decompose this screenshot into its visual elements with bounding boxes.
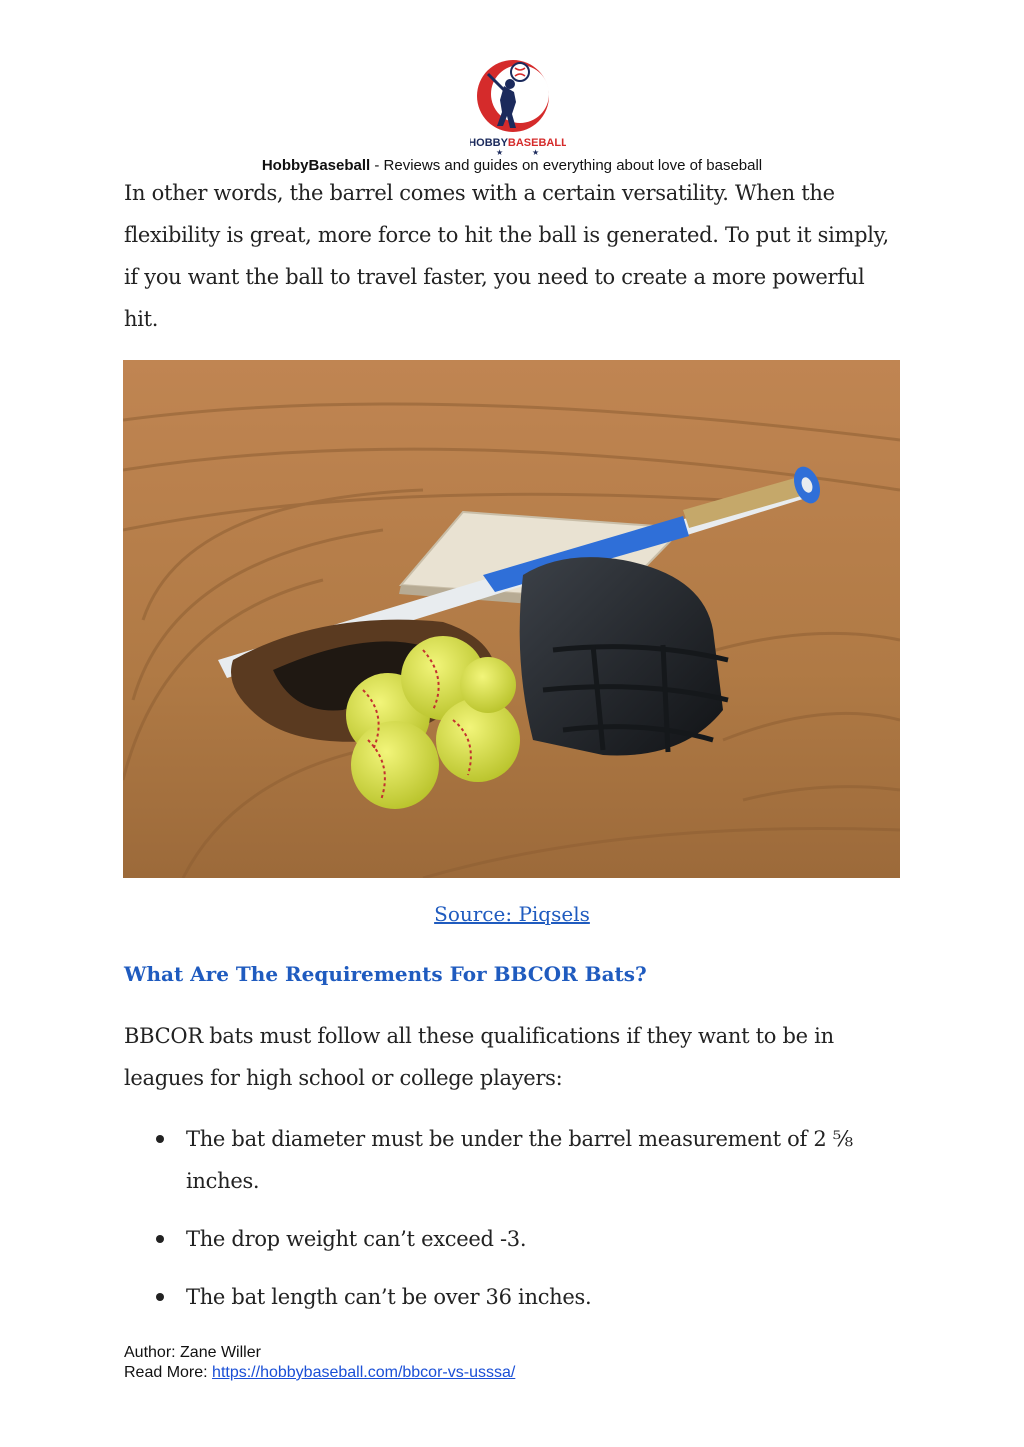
paragraph-requirements-intro: BBCOR bats must follow all these qualifications if they want to be in leagues for high school or college players:: [124, 1024, 834, 1090]
image-source-link[interactable]: Source: Piqsels: [434, 902, 590, 926]
author-line: Author: Zane Willer: [124, 1344, 261, 1361]
list-item-text: The drop weight can’t exceed -3.: [186, 1227, 527, 1251]
image-source: [0, 902, 1024, 926]
bullet-icon: [156, 1135, 164, 1143]
bullet-icon: [156, 1293, 164, 1301]
read-more-line: [124, 1363, 515, 1383]
svg-text:★: ★: [532, 148, 540, 156]
baseball-equipment-photo: [123, 360, 900, 878]
tagline-text: - Reviews and guides on everything about love of baseball: [370, 157, 763, 174]
list-item-text: The bat length can’t be over 36 inches.: [186, 1285, 592, 1309]
list-item-text: The bat diameter must be under the barrel measurement of 2 ⅝ inches.: [186, 1127, 853, 1193]
svg-text:★: ★: [496, 148, 504, 156]
requirements-list: [124, 1118, 904, 1334]
bullet-icon: [156, 1235, 164, 1243]
svg-text:HOBBYBASEBALL: HOBBYBASEBALL: [470, 137, 566, 149]
list-item: [124, 1276, 904, 1318]
list-item: [124, 1218, 904, 1260]
section-heading: What Are The Requirements For BBCOR Bats?: [124, 962, 647, 986]
paragraph-intro: In other words, the barrel comes with a certain versatility. When the flexibility is great, more force to hit the ball is generated. To put it simply, if you want the ball to travel faster, you need to create a more powerful hit.: [124, 181, 889, 331]
brand-name: HobbyBaseball: [261, 157, 371, 174]
read-more-label: Read More:: [124, 1364, 213, 1381]
read-more-link[interactable]: https://hobbybaseball.com/bbcor-vs-usssa/: [212, 1364, 516, 1381]
footer-credits: [124, 1343, 515, 1383]
hobbybaseball-logo: [470, 56, 566, 156]
list-item: [124, 1118, 904, 1202]
